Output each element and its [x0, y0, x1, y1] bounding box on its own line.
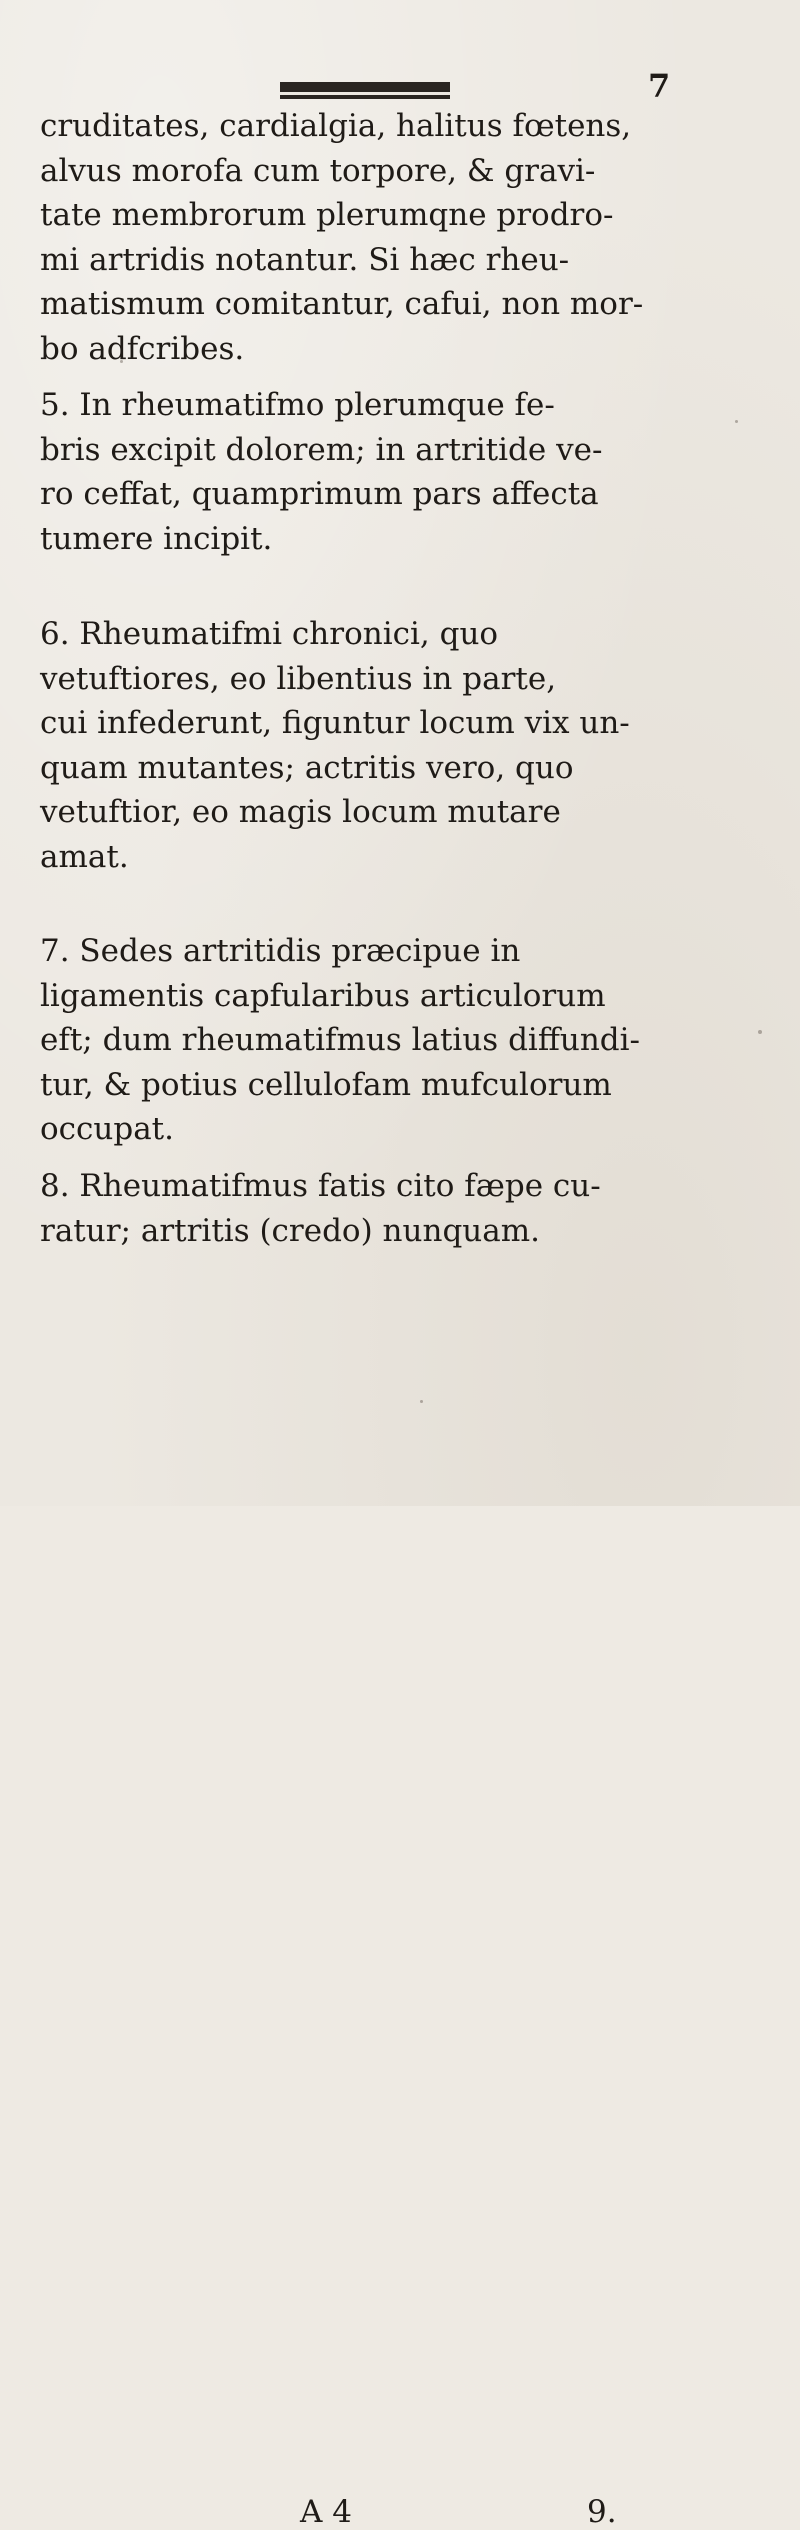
paragraph-8: [40, 1164, 740, 1253]
text-line: bris excipit dolorem; in artritide ve-: [40, 431, 603, 468]
catchword: 9.: [587, 2494, 617, 2530]
text-line: 8. Rheumatifmus fatis cito fæpe cu-: [40, 1168, 601, 1204]
signature-mark: A 4: [300, 2494, 352, 2530]
text-line: 5. In rheumatifmo plerumque fe-: [40, 387, 555, 423]
paper-speck: [120, 360, 123, 363]
text-line: mi artridis notantur. Si hæc rheu-: [40, 241, 570, 278]
paper-speck: [735, 420, 738, 423]
text-line: ligamentis capfularibus articulorum: [40, 977, 606, 1014]
text-line: eft; dum rheumatifmus latius diffundi-: [40, 1022, 641, 1058]
text-line: 6. Rheumatifmi chronici, quo: [40, 616, 499, 652]
text-line: tur, & potius cellulofam mufculorum: [40, 1066, 612, 1103]
text-line: 7. Sedes artritidis præcipue in: [40, 933, 521, 969]
text-line: ratur; artritis (credo) nunquam.: [40, 1212, 540, 1249]
text-line: cui infederunt, figuntur locum vix un-: [40, 705, 630, 741]
text-line: cruditates, cardialgia, halitus fœtens,: [40, 108, 632, 144]
footer-line: [0, 1246, 800, 2530]
header-rule: [280, 82, 450, 95]
paragraph-7: [40, 929, 740, 1152]
paragraph-6: [40, 612, 740, 879]
text-line: bo adfcribes.: [40, 330, 245, 367]
paragraph-intro: [40, 104, 740, 371]
text-line: amat.: [40, 838, 129, 875]
text-line: alvus morofa cum torpore, & gravi-: [40, 152, 596, 189]
paragraph-5: [40, 383, 740, 561]
text-line: matismum comitantur, cafui, non mor-: [40, 286, 644, 322]
text-line: quam mutantes; actritis vero, quo: [40, 749, 574, 786]
text-line: vetuftiores, eo libentius in parte,: [40, 660, 557, 697]
paper-speck: [420, 1400, 423, 1403]
page-mark: 7: [648, 67, 671, 105]
text-line: tumere incipit.: [40, 520, 273, 557]
text-line: occupat.: [40, 1111, 174, 1147]
text-line: ro ceffat, quamprimum pars affecta: [40, 476, 599, 512]
paper-speck: [758, 1030, 762, 1034]
text-line: vetuftior, eo magis locum mutare: [40, 794, 561, 830]
text-line: tate membrorum plerumqne prodro-: [40, 197, 614, 233]
